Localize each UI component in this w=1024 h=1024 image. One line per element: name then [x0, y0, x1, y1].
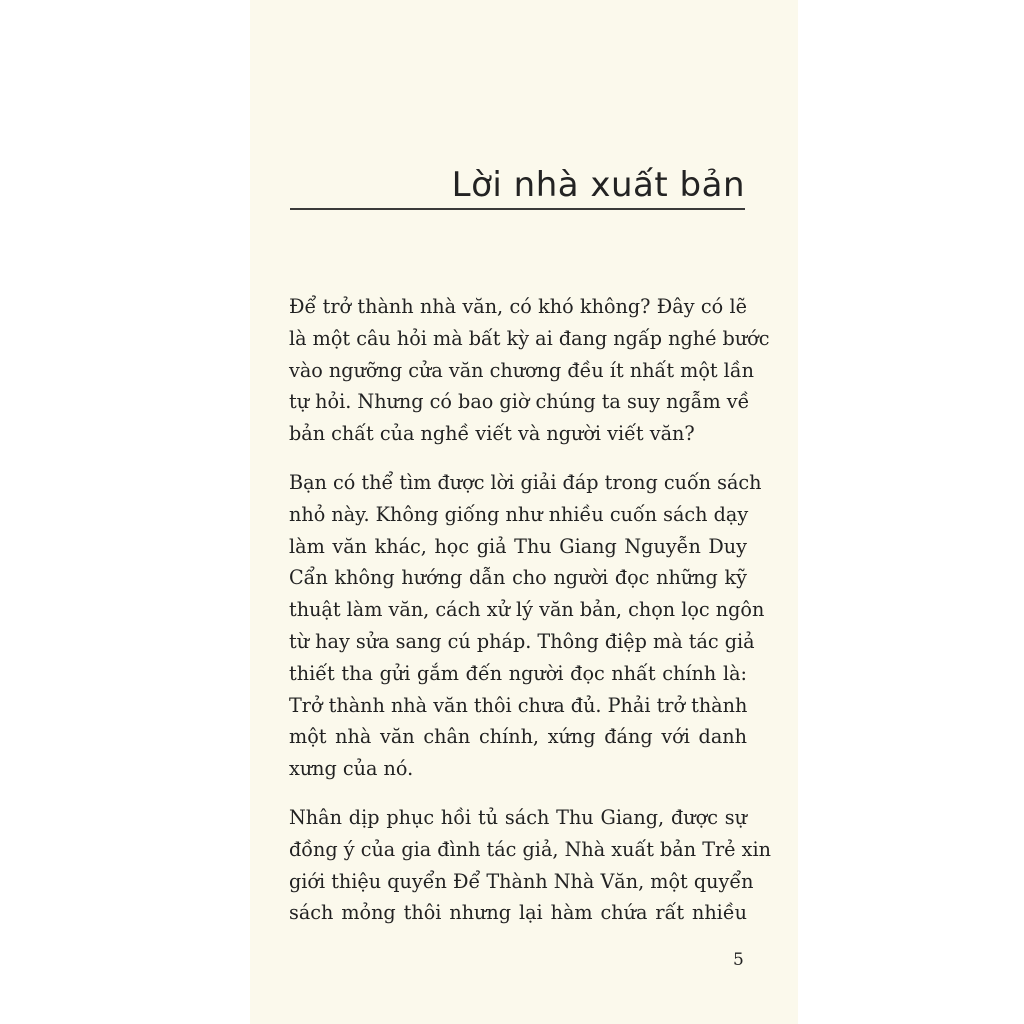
text-line: sách mỏng thôi nhưng lại hàm chứa rất nhiều [289, 901, 747, 925]
paragraph [289, 802, 771, 929]
text-line: Để trở thành nhà văn, có khó không? Đây có lẽ [289, 295, 747, 318]
title-underline [290, 208, 745, 210]
text-line: giới thiệu quyển Để Thành Nhà Văn, một quyển [289, 869, 754, 893]
text-line: thuật làm văn, cách xử lý văn bản, chọn lọc ngôn [289, 598, 765, 622]
page-title: Lời nhà xuất bản [451, 165, 745, 205]
text-line: một nhà văn chân chính, xứng đáng với danh [289, 725, 747, 749]
text-line: xưng của nó. [289, 757, 414, 781]
text-line: vào ngưỡng cửa văn chương đều ít nhất một lần [289, 358, 754, 382]
body-text [289, 291, 771, 946]
text-line: là một câu hỏi mà bất kỳ ai đang ngấp nghé bước [289, 326, 770, 350]
text-line: bản chất của nghề viết và người viết văn? [289, 422, 695, 446]
text-line: Cẩn không hướng dẫn cho người đọc những kỹ [289, 566, 747, 590]
text-line: làm văn khác, học giả Thu Giang Nguyễn Duy [289, 534, 747, 558]
text-line: thiết tha gửi gắm đến người đọc nhất chính là: [289, 661, 747, 685]
text-line: Nhân dịp phục hồi tủ sách Thu Giang, được sự [289, 805, 747, 829]
paragraph [289, 467, 765, 785]
text-line: Bạn có thể tìm được lời giải đáp trong cuốn sách [289, 470, 762, 494]
text-line: tự hỏi. Nhưng có bao giờ chúng ta suy ngẫm về [289, 390, 750, 414]
text-line: Trở thành nhà văn thôi chưa đủ. Phải trở thành [289, 693, 748, 717]
text-line: nhỏ này. Không giống như nhiều cuốn sách dạy [289, 502, 749, 526]
text-line: từ hay sửa sang cú pháp. Thông điệp mà tác giả [289, 629, 755, 653]
page-number: 5 [733, 950, 744, 970]
paragraph [289, 291, 770, 450]
text-line: đồng ý của gia đình tác giả, Nhà xuất bản Trẻ xin [289, 837, 771, 861]
